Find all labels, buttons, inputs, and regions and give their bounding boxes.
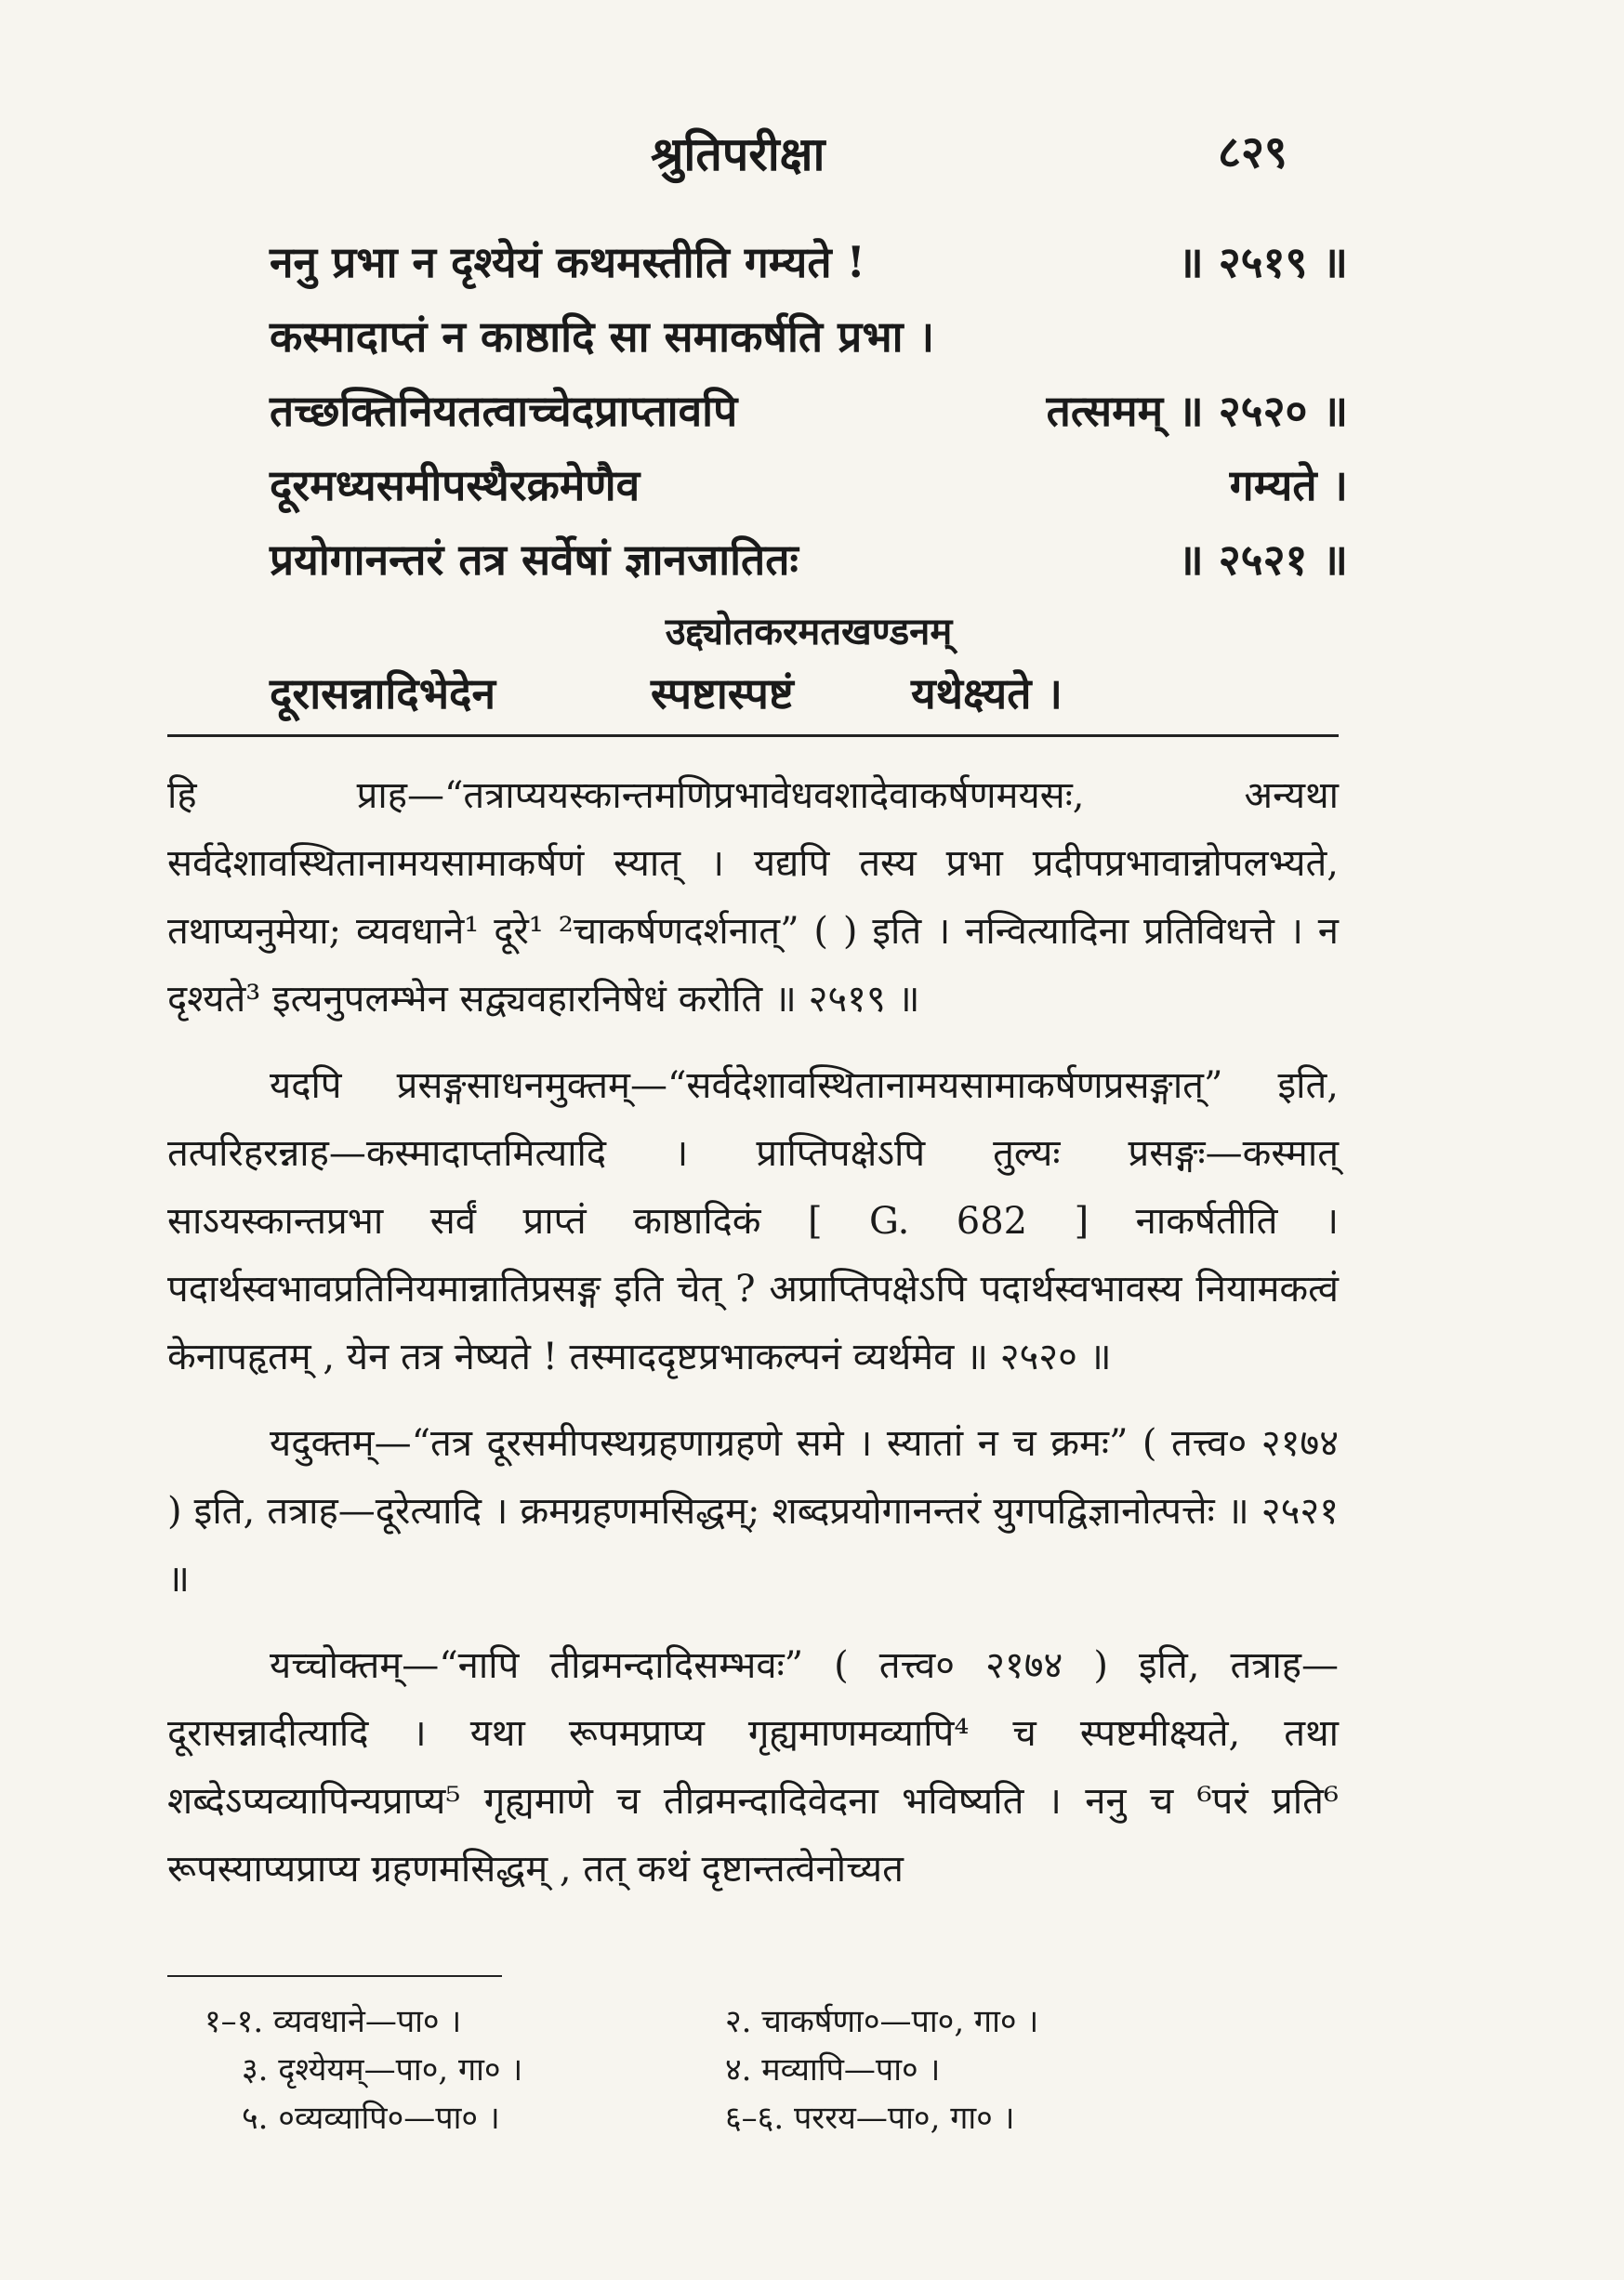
footnote-divider (167, 1975, 502, 1977)
verse-text: स्पष्टास्पष्टं (651, 668, 794, 718)
commentary-paragraph: हि प्राह—“तत्राप्ययस्कान्तमणिप्रभावेधवशादेवाकर्षणमयसः, अन्यथा सर्वदेशावस्थितानामयसामाकर्षणं स्यात् । यद्यपि तस्य प्रभा प्रदीपप्रभावान्नोपलभ्यते, तथाप्यनुमेया; व्यवधाने¹ दूरे¹ ²चाकर्षणदर्शनात्” ( ) इति । नन्वित्यादिना प्रतिविधत्ते । न दृश्यते³ इत्यनुपलम्भेन सद्व्यवहारनिषेधं करोति ॥ २५१९ ॥ (167, 774, 1339, 1021)
verse-number: तत्समम् ॥ २५२० ॥ (1046, 386, 1348, 436)
footnote: ४. मव्यापि—पा० । (725, 2051, 941, 2089)
page-number: ८२९ (1218, 126, 1287, 178)
page-header (0, 121, 1624, 195)
verse-text: दूरमध्यसमीपस्थैरक्रमेणैव (270, 460, 640, 510)
section-subheading: उद्द्योतकरमतखण्डनम् (665, 610, 953, 653)
commentary-paragraph: यदुक्तम्—“तत्र दूरसमीपस्थग्रहणाग्रहणे समे । स्यातां न च क्रमः” ( तत्त्व० २१७४ ) इति, तत्राह—दूरेत्यादि । क्रमग्रहणमसिद्धम्; शब्दप्रयोगानन्तरं युगपद्विज्ञानोत्पत्तेः ॥ २५२१ ॥ (167, 1422, 1339, 1601)
verse-line (270, 455, 1348, 530)
footnote: २. चाकर्षणा०—पा०, गा० । (725, 2003, 1039, 2040)
verse-line (270, 664, 1348, 738)
verse-number: ॥ २५१९ ॥ (1178, 237, 1348, 287)
page-title: श्रुतिपरीक्षा (651, 126, 825, 181)
footnote-row (205, 2095, 1227, 2143)
footnote-row (205, 1998, 1227, 2047)
commentary-paragraph: यच्चोक्तम्—“नापि तीव्रमन्दादिसम्भवः” ( तत्त्व० २१७४ ) इति, तत्राह—दूरासन्नादीत्यादि । यथा रूपमप्राप्य गृह्यमाणमव्यापि⁴ च स्पष्टमीक्ष्यते, तथा शब्देऽप्यव्यापिन्यप्राप्य⁵ गृह्यमाणे च तीव्रमन्दादिवेदना भविष्यति । ननु च ⁶परं प्रति⁶ रूपस्याप्यप्राप्य ग्रहणमसिद्धम् , तत् कथं दृष्टान्तत्वेनोच्यत (167, 1644, 1339, 1891)
commentary-block (167, 762, 1339, 1922)
verse-line (270, 530, 1348, 604)
verse-number: ॥ २५२१ ॥ (1178, 534, 1348, 585)
verse-text: यथेक्ष्यते । (911, 668, 1063, 718)
footnote-row (205, 2047, 1227, 2095)
verse-number: गम्यते । (1229, 460, 1348, 510)
verse-line (270, 307, 1348, 381)
footnote: ६–६. पररय—पा०, गा० । (725, 2100, 1015, 2137)
verse-divider (167, 734, 1339, 737)
commentary-paragraph: यदपि प्रसङ्गसाधनमुक्तम्—“सर्वदेशावस्थितानामयसामाकर्षणप्रसङ्गात्” इति, तत्परिहरन्नाह—कस्मादाप्तमित्यादि । प्राप्तिपक्षेऽपि तुल्यः प्रसङ्गः—कस्मात् साऽयस्कान्तप्रभा सर्वं प्राप्तं काष्ठादिकं [ G. 682 ] नाकर्षतीति । पदार्थस्वभावप्रतिनियमान्नातिप्रसङ्ग इति चेत् ? अप्राप्तिपक्षेऽपि पदार्थस्वभावस्य नियामकत्वं केनापहृतम् , येन तत्र नेष्यते ! तस्माददृष्टप्रभाकल्पनं व्यर्थमेव ॥ २५२० ॥ (167, 1064, 1339, 1378)
verse-text: दूरासन्नादिभेदेन (270, 668, 496, 718)
verse-line (270, 232, 1348, 307)
verse-text: ननु प्रभा न दृश्येयं कथमस्तीति गम्यते ! (270, 237, 865, 287)
footnote: ३. दृश्येयम्—पा०, गा० । (242, 2051, 523, 2089)
footnote: ५. ०व्यव्यापि०—पा० । (242, 2100, 500, 2137)
verse-block (270, 232, 1348, 738)
verse-text: कस्मादाप्तं न काष्ठादि सा समाकर्षति प्रभा । (270, 311, 935, 362)
footnotes-block (205, 1998, 1227, 2143)
verse-line (270, 381, 1348, 455)
verse-text: प्रयोगानन्तरं तत्र सर्वेषां ज्ञानजातितः (270, 534, 799, 585)
footnote: १–१. व्यवधाने—पा० । (205, 2003, 462, 2040)
verse-text: तच्छक्तिनियतत्वाच्चेदप्राप्तावपि (270, 386, 738, 436)
